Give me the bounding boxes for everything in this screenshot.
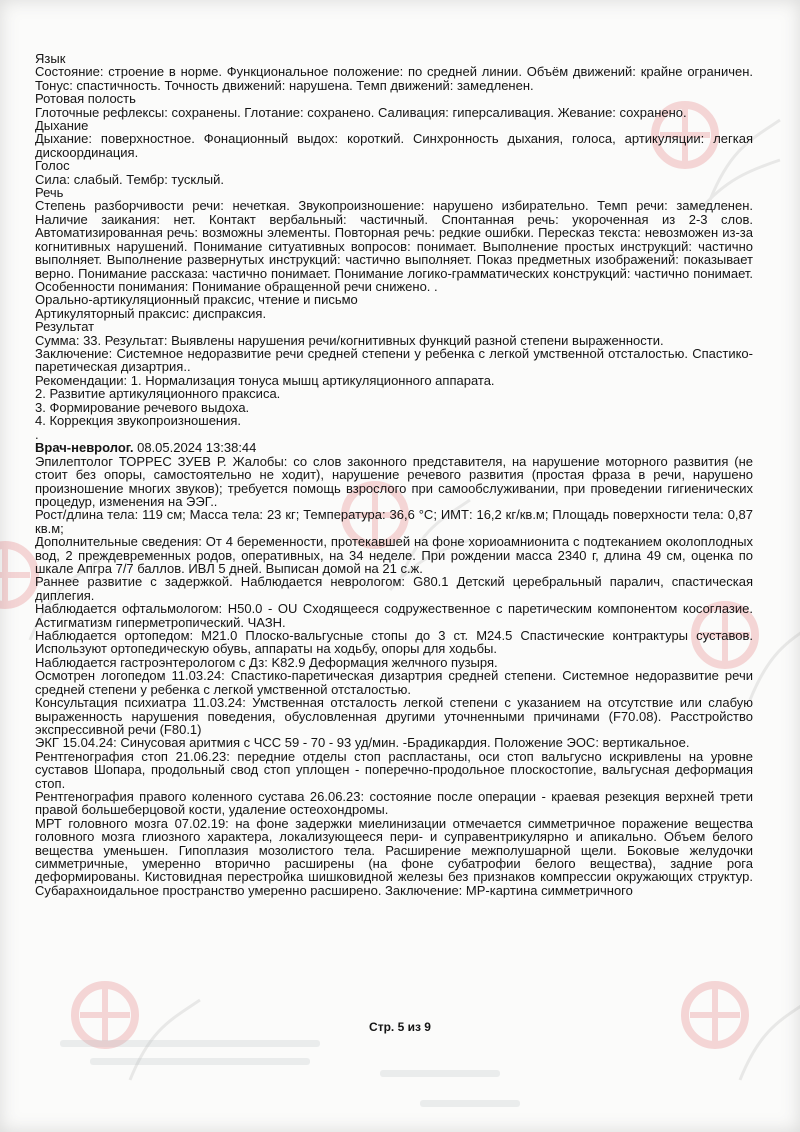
paragraph: Степень разборчивости речи: нечеткая. Звукопроизношение: нарушено избирательно. Темп речи: замедленен. Наличие заикания: нет. Контакт вербальный: частичный. Спонтанная речь: укороченная из 2-3 слов. Автоматизированная речь: возможны элементы. Повторная речь: редкие ошибки. Пересказ текста: невозможен из-за когнитивных нарушений. Понимание ситуативных вопросов: понимает. Выполнение простых инструкций: частично выполняет. Выполнение развернутых инструкций: частично выполняет. Показ предметных изображений: показывает верно. Понимание рассказа: частично понимает. Понимание логико-грамматических конструкций: частично понимает. Особенности понимания: Понимание обращенной речи снижено. . [35, 198, 753, 294]
section-heading: Голос [35, 158, 70, 174]
speech-therapist-section [35, 52, 753, 427]
section-heading: Речь [35, 185, 64, 201]
document-body [35, 52, 753, 897]
section-heading: Ротовая полость [35, 91, 136, 107]
bleed-through-mark [90, 1058, 310, 1065]
additional-info: Дополнительные сведения: От 4 беременности, протекавшей на фоне хориоамнионита с подтеканием околоплодных вод, 2 преждевременных родов, оперативных, на 34 неделе. При рождении масса 2340 г, длина 49 см, оценка по шкале Апгра 7/7 баллов. ИВЛ 5 дней. Выписан домой на 21 с.ж. [35, 534, 753, 577]
bleed-through-mark [420, 1100, 520, 1107]
page-number: Стр. 5 из 9 [369, 1020, 431, 1034]
conclusion: Заключение: Системное недоразвитие речи средней степени у ребенка с легкой умственной отсталостью. Спастико-паретическая дизартрия.. [35, 345, 753, 375]
gastroenterologist-note: Наблюдается гастроэнтерологом с Дз: K82.9 Деформация желчного пузыря. [35, 654, 498, 670]
paragraph: Состояние: строение в норме. Функциональное положение: по средней линии. Объём движений: крайне ограничен. Тонус: спастичность. Точность движений: нарушена. Темп движений: замедленен. [35, 64, 753, 93]
neurologist-section [35, 441, 753, 897]
psychiatrist-note: Консультация психиатра 11.03.24: Умственная отсталость легкой степени с указанием на отсутствие или слабую выраженность нарушения поведения, обусловленная другими уточненными причинами (F70.08). Расстройство экспрессивной речи (F80.1) [35, 695, 753, 737]
section-heading: Орально-артикуляционный праксис, чтение и письмо [35, 292, 358, 308]
separator-dot: . [35, 427, 39, 443]
section-heading: Дыхание [35, 118, 89, 134]
paragraph: Глоточные рефлексы: сохранены. Глотание: сохранено. Саливация: гиперсаливация. Жевание: сохранено. [35, 104, 687, 120]
foundation-watermark-icon [60, 960, 210, 1110]
ophthalmologist-note: Наблюдается офтальмологом: H50.0 - OU Сходящееся содружественное с паретическим компонентом косоглазие. Астигматизм гиперметропический. ЧАЗН. [35, 601, 753, 630]
speech-therapist-note: Осмотрен логопедом 11.03.24: Спастико-паретическая дизартрия средней степени. Системное недоразвитие речи средней степени у ребенка с легкой умственной отсталостью. [35, 668, 753, 697]
visit-datetime: 08.05.2024 13:38:44 [133, 440, 257, 456]
orthopedist-note: Наблюдается ортопедом: M21.0 Плоско-вальгусные стопы до 3 ст. M24.5 Спастические контрактуры суставов. Используют ортопедическую обувь, аппараты на ходьбу, опоры для ходьбы. [35, 628, 753, 657]
recommendation-item: 2. Развитие артикуляционного праксиса. [35, 386, 281, 402]
section-heading: Результат [35, 319, 95, 335]
paragraph: Артикуляторный праксис: диспраксия. [35, 305, 267, 321]
mri-note: МРТ головного мозга 07.02.19: на фоне задержки миелинизации отмечается симметричное поражение вещества головного мозга глиозного характера, локализующееся пери- и суправентрикулярно и апикально. Объем белого вещества уменьшен. Гипоплазия мозолистого тела. Расширение межполушарной щели. Боковые желудочки симметричные, умеренно вторично расширены (на фоне субатрофии белого вещества), задние рога деформированы. Кистовидная перестройка шишковидной железы без признаков компрессии окружающих структур. Субарахноидальное пространство умеренно расширено. Заключение: МР-картина симметричного [35, 815, 753, 898]
knee-xray-note: Рентгенография правого коленного сустава 26.06.23: состояние после операции - краевая резекция верхней трети правой большеберцовой кости, удаление остеохондромы. [35, 788, 753, 818]
doctor-header [35, 441, 753, 454]
anthropometry: Рост/длина тела: 119 см; Масса тела: 23 кг; Температура: 36,6 °C; ИМТ: 16,2 кг/кв.м; Площадь поверхности тела: 0,87 кв.м; [35, 507, 753, 536]
doctor-title: Врач-невролог. [35, 440, 134, 456]
paragraph: Сила: слабый. Тембр: тусклый. [35, 171, 225, 187]
foundation-watermark-icon [670, 960, 800, 1110]
early-development: Раннее развитие с задержкой. Наблюдается неврологом: G80.1 Детский церебральный паралич, спастическая диплегия. [35, 574, 753, 603]
paragraph: Дыхание: поверхностное. Фонационный выдох: короткий. Синхронность дыхания, голоса, артикуляции: легкая дискоординация. [35, 131, 753, 160]
bleed-through-mark [60, 1040, 320, 1047]
recommendation-item: 4. Коррекция звукопроизношения. [35, 412, 242, 428]
result-sum: Сумма: 33. Результат: Выявлены нарушения речи/когнитивных функций разной степени выраженности. [35, 332, 664, 348]
recommendation-item: Рекомендации: 1. Нормализация тонуса мышц артикуляционного аппарата. [35, 372, 495, 388]
section-heading: Язык [35, 51, 66, 66]
ecg-note: ЭКГ 15.04.24: Синусовая аритмия с ЧСС 59 - 70 - 93 уд/мин. -Брадикардия. Положение ЭОС: вертикальное. [35, 735, 690, 751]
feet-xray-note: Рентгенография стоп 21.06.23: передние отделы стоп распластаны, оси стоп вальгусно искривлены на уровне суставов Шопара, продольный свод стоп уплощен - поперечно-продольное плоскостопие, вальгусная деформация стоп. [35, 748, 753, 791]
bleed-through-mark [380, 1070, 500, 1077]
complaints: Эпилептолог ТОРРЕС ЗУЕВ Р. Жалобы: со слов законного представителя, на нарушение моторного развития (не стоит без опоры, самостоятельно не ходит), нарушение речевого развития (простая фраза в речи, нарушено произношение многих звуков); требуется помощь взрослого при самообслуживании, при проведении гигиенических процедур, изменения на ЭЭГ.. [35, 453, 753, 509]
recommendation-item: 3. Формирование речевого выдоха. [35, 399, 250, 415]
